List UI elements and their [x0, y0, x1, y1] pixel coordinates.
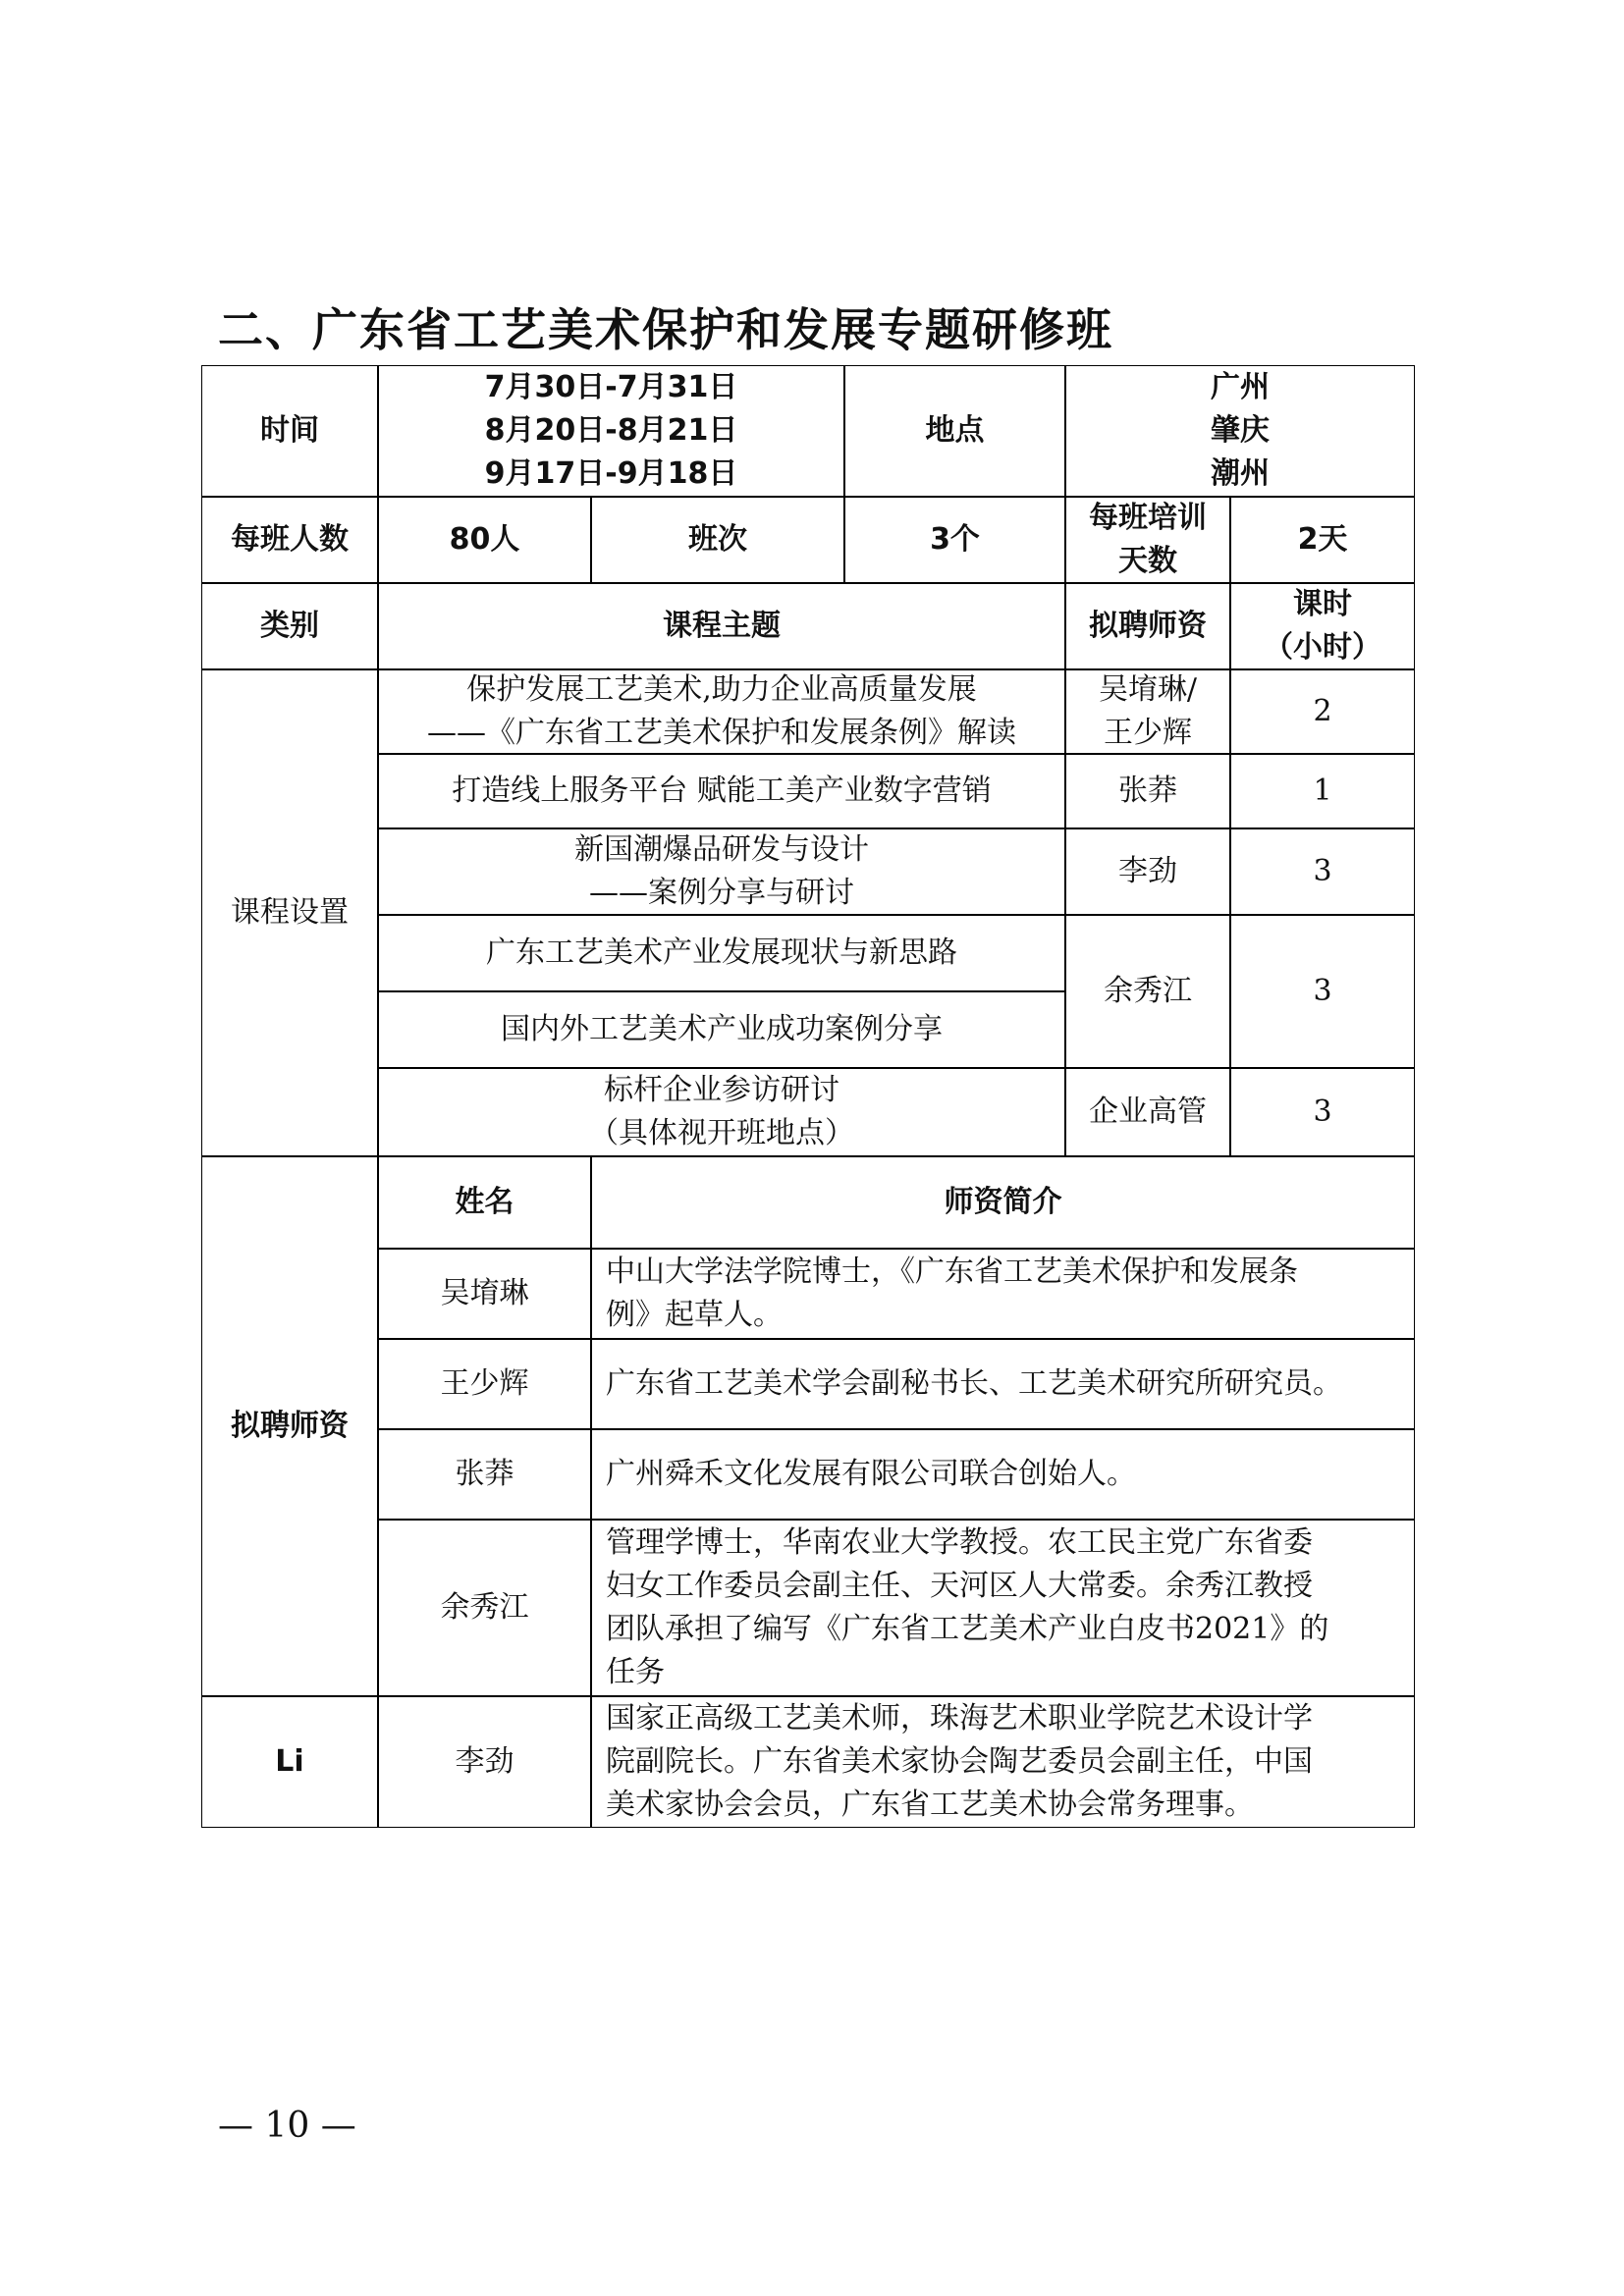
- text-line: 任务: [606, 1655, 665, 1689]
- text-line: 王少辉: [1103, 716, 1192, 750]
- text-line: 院副院长。广东省美术家协会陶艺委员会副主任，中国: [606, 1744, 1313, 1779]
- text-line: 国家正高级工艺美术师，珠海艺术职业学院艺术设计学: [606, 1701, 1313, 1735]
- hours-header-lines: [1264, 583, 1381, 669]
- teacher-category: 拟聘师资: [201, 1156, 378, 1696]
- teacher-name: 李劲: [378, 1696, 591, 1828]
- course-topic-lines: [501, 1008, 943, 1051]
- teacher-bio-lines: [606, 1362, 1342, 1406]
- course-teacher: [1065, 1068, 1230, 1156]
- teacher-name: 王少辉: [378, 1339, 591, 1429]
- days-label-lines: [1089, 497, 1207, 583]
- category-header: 类别: [201, 583, 378, 669]
- text-line: 妇女工作委员会副主任、天河区人大常委。余秀江教授: [606, 1569, 1313, 1603]
- time-lines: [485, 366, 738, 496]
- text-line: 管理学博士，华南农业大学教授。农工民主党广东省委: [606, 1525, 1313, 1560]
- text-line: 吴堉琳/: [1098, 672, 1198, 707]
- name-header: 姓名: [378, 1156, 591, 1249]
- text-line: 标杆企业参访研讨: [604, 1073, 839, 1107]
- course-topic: [378, 915, 1065, 991]
- teacher-bio: [591, 1520, 1415, 1696]
- text-line: 广东工艺美术产业发展现状与新思路: [486, 935, 957, 970]
- place-label: 地点: [844, 365, 1065, 497]
- course-teacher: [1065, 828, 1230, 915]
- course-category: 课程设置: [201, 669, 378, 1156]
- course-table: [201, 365, 1415, 1828]
- bio-header: 师资简介: [591, 1156, 1415, 1249]
- teacher-bio-lines: [606, 1453, 1136, 1496]
- teacher-name: 张莽: [378, 1429, 591, 1520]
- text-line: 广州舜禾文化发展有限公司联合创始人。: [606, 1457, 1136, 1491]
- teacher-bio: [591, 1339, 1415, 1429]
- teacher-header: 拟聘师资: [1065, 583, 1230, 669]
- text-line: 美术家协会会员，广东省工艺美术协会常务理事。: [606, 1788, 1254, 1822]
- course-teacher-lines: [1118, 850, 1177, 893]
- course-hours: 1: [1230, 754, 1415, 828]
- text-line: 余秀江: [1104, 974, 1192, 1008]
- course-hours: 2: [1230, 669, 1415, 754]
- course-topic: [378, 754, 1065, 828]
- topic-header: 课程主题: [378, 583, 1065, 669]
- text-line: 国内外工艺美术产业成功案例分享: [501, 1012, 943, 1046]
- text-line: 中山大学法学院博士，《广东省工艺美术保护和发展条: [606, 1255, 1298, 1289]
- page-number: — 10 —: [218, 2106, 356, 2146]
- course-teacher-lines: [1104, 970, 1192, 1013]
- teacher-bio-lines: [606, 1251, 1298, 1337]
- sessions-value: 3个: [844, 497, 1065, 583]
- course-teacher-lines: [1089, 1091, 1207, 1134]
- text-line: 9月17日-9月18日: [484, 456, 738, 491]
- text-line: ——《广东省工艺美术保护和发展条例》解读: [427, 716, 1016, 750]
- text-line: ——案例分享与研讨: [589, 876, 854, 910]
- text-line: 每班培训: [1089, 501, 1207, 535]
- text-line: （小时）: [1264, 630, 1381, 665]
- text-line: 广东省工艺美术学会副秘书长、工艺美术研究所研究员。: [606, 1366, 1342, 1401]
- text-line: 广州: [1211, 370, 1270, 404]
- course-teacher-lines: [1118, 770, 1177, 813]
- hours-header: [1230, 583, 1415, 669]
- course-hours: 3: [1230, 828, 1415, 915]
- text-line: 团队承担了编写《广东省工艺美术产业白皮书2021》的: [606, 1612, 1329, 1646]
- text-line: 打造线上服务平台 赋能工美产业数字营销: [452, 774, 992, 808]
- sessions-label: 班次: [591, 497, 844, 583]
- text-line: 潮州: [1211, 456, 1270, 491]
- course-topic: [378, 991, 1065, 1068]
- text-line: 7月30日-7月31日: [484, 370, 738, 404]
- course-teacher: [1065, 669, 1230, 754]
- text-line: 新国潮爆品研发与设计: [574, 832, 869, 867]
- course-topic-lines: [486, 932, 957, 975]
- course-topic-lines: [452, 770, 992, 813]
- teacher-name: 余秀江: [378, 1520, 591, 1696]
- course-hours: 3: [1230, 1068, 1415, 1156]
- time-label: 时间: [201, 365, 378, 497]
- text-line: 天数: [1118, 544, 1177, 578]
- course-topic-lines: [574, 828, 869, 915]
- course-topic-lines: [427, 669, 1016, 754]
- time-value: [378, 365, 844, 497]
- class-size-label: 每班人数: [201, 497, 378, 583]
- text-line: 保护发展工艺美术,助力企业高质量发展: [466, 672, 977, 707]
- section-heading: 二、广东省工艺美术保护和发展专题研修班: [218, 303, 1113, 356]
- text-line: 8月20日-8月21日: [484, 413, 738, 448]
- class-size-value: 80人: [378, 497, 591, 583]
- teacher-bio-lines: [606, 1697, 1313, 1827]
- teacher-name: 吴堉琳: [378, 1249, 591, 1339]
- teacher-bio: [591, 1696, 1415, 1828]
- course-topic: [378, 1068, 1065, 1156]
- course-teacher: [1065, 915, 1230, 1068]
- days-value: 2天: [1230, 497, 1415, 583]
- course-topic: [378, 828, 1065, 915]
- last-category: Li: [201, 1696, 378, 1828]
- text-line: 李劲: [1118, 854, 1177, 888]
- text-line: （具体视开班地点）: [589, 1116, 854, 1150]
- place-lines: [1211, 366, 1270, 496]
- course-topic: [378, 669, 1065, 754]
- course-topic-lines: [589, 1069, 854, 1155]
- text-line: 张莽: [1118, 774, 1177, 808]
- teacher-bio-lines: [606, 1522, 1328, 1694]
- course-teacher: [1065, 754, 1230, 828]
- days-label: [1065, 497, 1230, 583]
- text-line: 例》起草人。: [606, 1298, 783, 1332]
- teacher-bio: [591, 1429, 1415, 1520]
- course-hours: 3: [1230, 915, 1415, 1068]
- teacher-bio: [591, 1249, 1415, 1339]
- text-line: 企业高管: [1089, 1095, 1207, 1129]
- text-line: 肇庆: [1211, 413, 1270, 448]
- course-teacher-lines: [1099, 669, 1197, 754]
- place-value: [1065, 365, 1415, 497]
- text-line: 课时: [1293, 587, 1352, 621]
